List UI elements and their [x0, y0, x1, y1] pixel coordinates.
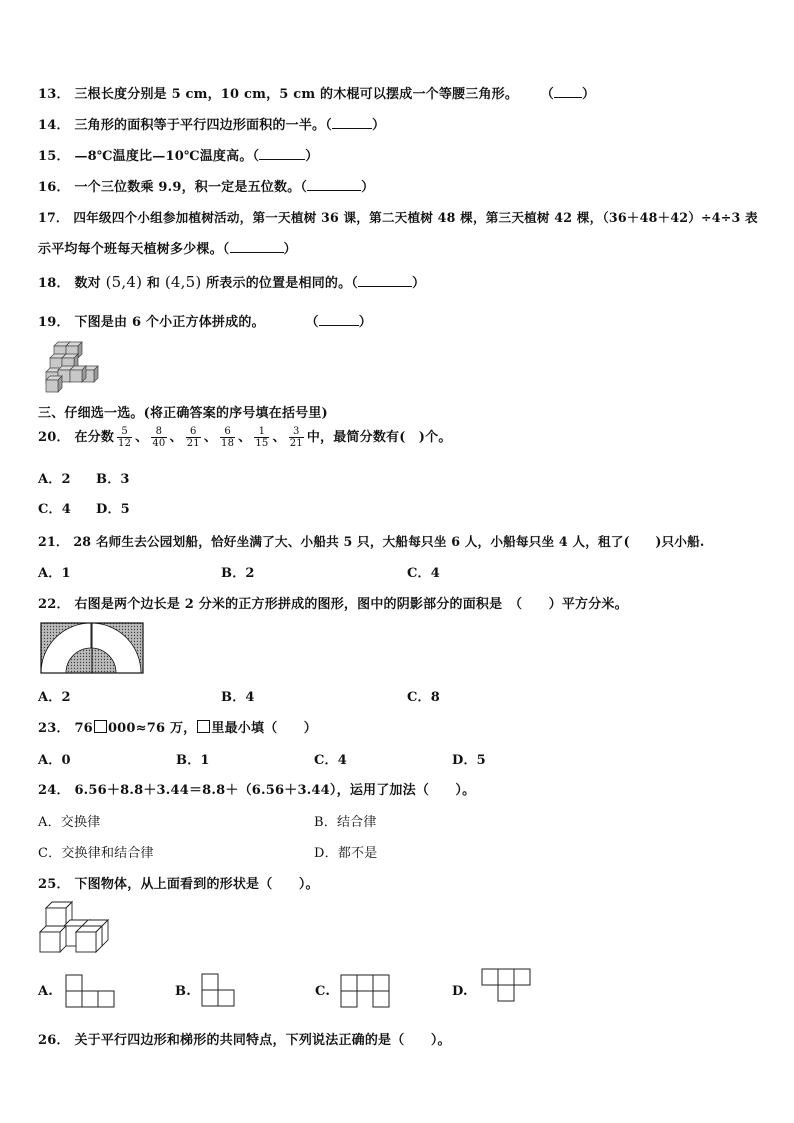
q13-text: 三根长度分别是 5 cm，10 cm，5 cm 的木棍可以摆成一个等腰三角形。	[74, 87, 519, 102]
q15-text: —8℃温度比—10℃温度高。（	[74, 149, 260, 164]
q26-number: 26．	[38, 1033, 70, 1048]
cube-stack-figure	[44, 340, 100, 392]
q24-text: 6.56＋8.8＋3.44＝8.8＋（6.56＋3.44），运用了加法（ ）。	[74, 783, 476, 798]
q19-text: 下图是由 6 个小正方体拼成的。	[74, 315, 265, 330]
q17-answer-blank[interactable]	[230, 240, 284, 253]
cube-arrangement-figure	[38, 900, 110, 954]
q25-option-c[interactable]: C.	[315, 984, 331, 999]
q17-number: 17．	[38, 210, 69, 225]
q20-option-a[interactable]: A．2	[38, 472, 71, 487]
question-24	[38, 779, 475, 798]
question-17	[38, 207, 758, 226]
question-15: 15． —8℃温度比—10℃温度高。（ ）	[38, 149, 319, 164]
fraction-4: $\frac{6}{18}$	[221, 426, 235, 449]
q20-option-b[interactable]: B．3	[96, 472, 130, 487]
q25-option-d-shape[interactable]	[481, 968, 531, 1002]
q21-option-b[interactable]: B．2	[221, 566, 255, 581]
q25-option-a-shape[interactable]	[65, 974, 115, 1008]
q19-answer-blank[interactable]	[319, 313, 359, 326]
q25-option-d[interactable]: D.	[452, 984, 468, 999]
q25-text: 下图物体，从上面看到的形状是（ ）。	[74, 877, 319, 892]
q16-text: 一个三位数乘 9.9，积一定是五位数。（	[74, 180, 308, 195]
digit-box	[94, 720, 107, 733]
q23-option-c[interactable]: C．4	[314, 753, 347, 768]
question-25	[38, 873, 319, 892]
q20-option-d[interactable]: D．5	[96, 502, 130, 517]
q25-option-b[interactable]: B.	[175, 984, 191, 999]
q21-option-a[interactable]: A．1	[38, 566, 71, 581]
section-3-title: 三、仔细选一选。(将正确答案的序号填在括号里)	[38, 406, 328, 421]
q21-number: 21．	[38, 534, 69, 549]
q23-option-a[interactable]: A．0	[38, 753, 71, 768]
question-23: 23． 76 000≈76 万， 里最小填（ ）	[38, 721, 317, 736]
q17-text-line1: 四年级四个小组参加植树活动，第一天植树 36 课，第二天植树 48 棵，第三天植树 42 棵，（36＋48＋42）÷4÷3 表	[73, 210, 758, 225]
question-21	[38, 531, 704, 550]
q17-text-line2: 示平均每个班每天植树多少棵。（	[38, 242, 230, 257]
q26-text: 关于平行四边形和梯形的共同特点，下列说法正确的是（ ）。	[74, 1033, 451, 1048]
q13-answer-blank[interactable]	[554, 85, 582, 98]
q20-option-c[interactable]: C．4	[38, 502, 71, 517]
question-14: 14． 三角形的面积等于平行四边形面积的一半。（ ）	[38, 118, 386, 133]
q15-number: 15．	[38, 149, 70, 164]
q25-option-a[interactable]: A.	[38, 984, 54, 999]
q23-number: 23．	[38, 721, 70, 736]
q20-number: 20．	[38, 430, 70, 445]
q22-option-b[interactable]: B．4	[221, 690, 255, 705]
fraction-3: $\frac{6}{21}$	[186, 426, 200, 449]
q14-number: 14．	[38, 118, 70, 133]
question-22	[38, 593, 628, 612]
q22-text: 右图是两个边长是 2 分米的正方形拼成的图形，图中的阴影部分的面积是 （ ）平方分米。	[74, 597, 628, 612]
q14-answer-blank[interactable]	[332, 116, 372, 129]
question-20: 20． 在分数 $\frac{5}{12}$ 、 $\frac{8}{40}$ 、 $\frac{6}{21}$ 、 $\frac{6}{18}$ 、 $\frac{1}{15}$ 、 $\frac{3}{21}$ 中，最简分数有( )个。	[38, 426, 452, 449]
q24-number: 24．	[38, 783, 70, 798]
question-17-cont: 示平均每个班每天植树多少棵。（ ）	[38, 242, 297, 257]
q24-option-a[interactable]: A．交换律	[38, 815, 101, 830]
q23-option-d[interactable]: D．5	[452, 753, 486, 768]
question-19: 19． 下图是由 6 个小正方体拼成的。 （ ）	[38, 315, 372, 330]
q24-option-d[interactable]: D．都不是	[314, 846, 378, 861]
fraction-1: $\frac{5}{12}$	[118, 426, 132, 449]
q22-option-a[interactable]: A．2	[38, 690, 71, 705]
q21-text: 28 名师生去公园划船，恰好坐满了大、小船共 5 只，大船每只坐 6 人，小船每只坐 4 人，租了( )只小船.	[73, 534, 705, 549]
fraction-2: $\frac{8}{40}$	[152, 426, 166, 449]
q18-answer-blank[interactable]	[358, 274, 412, 287]
q16-answer-blank[interactable]	[307, 178, 361, 191]
digit-box-ref	[197, 720, 210, 733]
q23-option-b[interactable]: B．1	[176, 753, 210, 768]
fraction-6: $\frac{3}{21}$	[289, 426, 303, 449]
question-18: 18． 数对 (5,4) 和 (4,5) 所表示的位置是相同的。（ ）	[38, 273, 426, 291]
q16-number: 16．	[38, 180, 70, 195]
q18-number: 18．	[38, 276, 70, 291]
coordinate-pair-2: (4,5)	[164, 273, 202, 291]
q21-option-c[interactable]: C．4	[407, 566, 440, 581]
q19-number: 19．	[38, 315, 70, 330]
coordinate-pair-1: (5,4)	[105, 273, 143, 291]
q24-option-b[interactable]: B．结合律	[314, 815, 377, 830]
q25-number: 25．	[38, 877, 70, 892]
q22-number: 22．	[38, 597, 70, 612]
question-26	[38, 1029, 451, 1048]
fraction-5: $\frac{1}{15}$	[255, 426, 269, 449]
q13-number: 13．	[38, 87, 70, 102]
q25-option-b-shape[interactable]	[201, 973, 235, 1007]
q15-answer-blank[interactable]	[259, 147, 305, 160]
q22-option-c[interactable]: C．8	[407, 690, 440, 705]
question-13: 13． 三根长度分别是 5 cm，10 cm，5 cm 的木棍可以摆成一个等腰三角形。 （ ）	[38, 87, 596, 102]
shaded-squares-figure	[40, 622, 144, 674]
question-16: 16． 一个三位数乘 9.9，积一定是五位数。（ ）	[38, 180, 375, 195]
q14-text: 三角形的面积等于平行四边形面积的一半。（	[74, 118, 332, 133]
q24-option-c[interactable]: C．交换律和结合律	[38, 846, 154, 861]
q25-option-c-shape[interactable]	[340, 974, 390, 1008]
